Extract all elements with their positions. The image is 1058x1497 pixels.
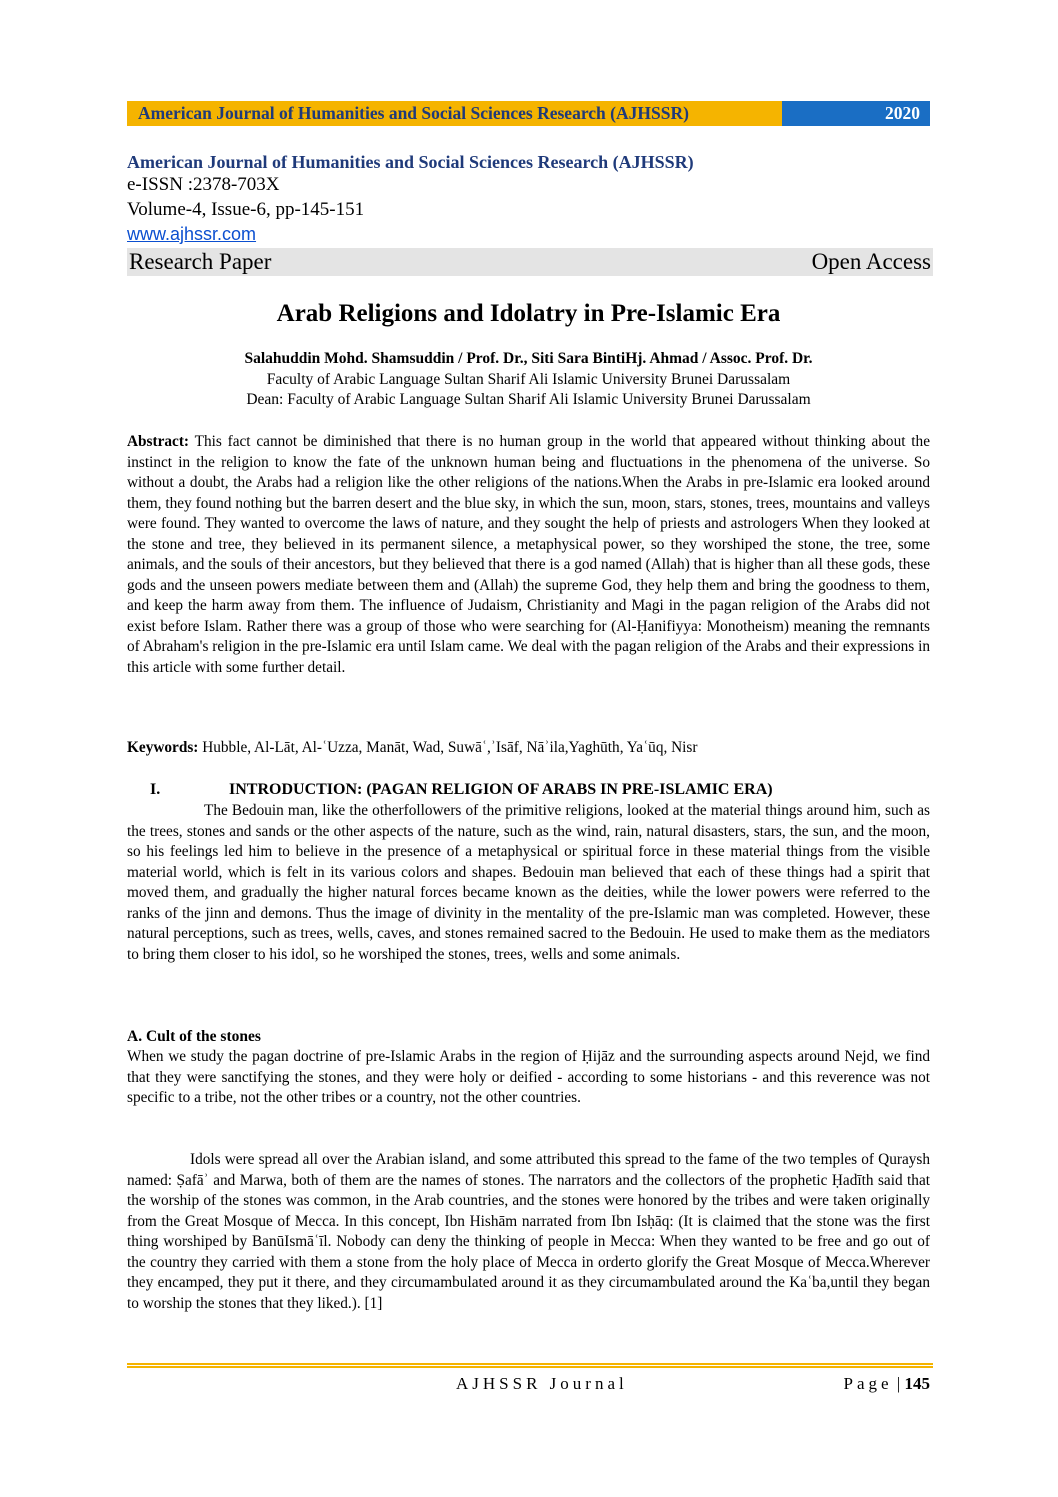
footer-rule-2 [127,1366,933,1368]
running-header [127,101,930,126]
intro-paragraph: The Bedouin man, like the otherfollowers of the primitive religions, looked at the material things around him, such as the trees, stones and sands or the other aspects of the nature, such as the wind, rain, natural disasters, stars, the sun, and the moon, so his feelings led him to believe in the presence of a metaphysical or spiritual force in these material things from the visible material world, which is felt in its various colors and shapes. Bedouin man believed that each of these things had a spirit that moved them, and gradually the higher natural forces became known as the deities, while the lower powers were referred to the ranks of the jinn and demons. Thus the image of divinity in the mentality of the pre-Islamic man was completed. However, these natural perceptions, such as trees, wells, caves, and stones remained sacred to the Bedouin. He used to make them as the mediators to bring them closer to his idol, so he worshiped the stones, trees, wells and some animals. [127,802,930,963]
page-label: Page [843,1374,893,1393]
header-journal-name: American Journal of Humanities and Social Sciences Research (AJHSSR) [127,101,782,126]
website-link[interactable]: www.ajhssr.com [127,224,257,244]
section-title: INTRODUCTION: (PAGAN RELIGION OF ARABS IN PRE-ISLAMIC ERA) [229,781,773,798]
abstract [127,432,930,678]
section-heading [150,780,930,800]
footer-rule [127,1363,933,1365]
volume-issue: Volume-4, Issue-6, pp-145-151 [127,199,365,220]
body-paragraph-1: When we study the pagan doctrine of pre-Islamic Arabs in the region of Ḥijāz and the surrounding aspects around Nejd, we find that they were sanctifying the stones, and they were holy or deified - according to some historians - and this reverence was not specific to a tribe, not the other tribes or a country, not the other countries. [127,1048,930,1106]
page-number: 145 [904,1374,930,1393]
paper-type-bar [127,248,933,276]
issn: e-ISSN :2378-703X [127,174,280,195]
body-paragraph-2: Idols were spread all over the Arabian island, and some attributed this spread to the fame of the two temples of Quraysh named: Ṣafāʾ and Marwa, both of them are the names of stones. The narrators and the collectors of the prophetic Ḥadīth said that the worship of the stones was common, in the Arab countries, and the stones were honored by the tribes and were taken originally from the Great Mosque of Mecca. In this concept, Ibn Hishām narrated from Ibn Isḥāq: (It is claimed that the stone was the first thing worshiped by BanūIsmāʿīl. Nobody can deny the thinking of people in Mecca: When they wanted to be free and go out of the country they carried with them a stone from the holy place of Mecca in orderto glorify the Great Mosque of Mecca.Wherever they encamped, they put it there, and they circumambulated around it as they circumambulated around the Kaʿba,until they began to worship the stones that they liked.). [1] [127,1151,930,1312]
abstract-label: Abstract: [127,433,190,450]
journal-name: American Journal of Humanities and Social Sciences Research (AJHSSR) [127,152,694,172]
footer-journal: AJHSSR Journal [456,1374,628,1393]
paper-type: Research Paper [129,249,272,274]
page-separator: | [892,1374,905,1393]
subsection-heading: A. Cult of the stones [127,1028,261,1045]
keywords [127,738,930,759]
keywords-label: Keywords: [127,739,199,756]
page-number-block [844,1373,930,1395]
access-type: Open Access [811,249,931,274]
article-title: Arab Religions and Idolatry in Pre-Islamic Era [276,300,781,327]
section-number: I. [150,781,161,798]
authors: Salahuddin Mohd. Shamsuddin / Prof. Dr., Siti Sara BintiHj. Ahmad / Assoc. Prof. Dr. [244,350,813,367]
affiliation-2: Dean: Faculty of Arabic Language Sultan Sharif Ali Islamic University Brunei Darussalam [246,391,811,408]
abstract-text: This fact cannot be diminished that there is no human group in the world that appeared without thinking about the instinct in the religion to know the fate of the unknown human being and fluctuations in the phenomena of the universe. So without a doubt, the Arabs had a religion like the other religions of the nations.When the Arabs in pre-Islamic era looked around them, they found nothing but the barren desert and the blue sky, in which the sun, moon, stars, stones, trees, mountains and valleys were found. They wanted to overcome the laws of nature, and they sought the help of priests and astrologers When they looked at the stone and tree, they believed in its permanent silence, a metaphysical power, so they worshiped the stone, the tree, some animals, and the souls of their ancestors, but they believed that there is a god named (Allah) that is higher than all these gods, these gods and the unseen powers mediate between them and (Allah) the supreme God, they help them and bring the goodness to them, and keep the harm away from them. The influence of Judaism, Christianity and Magi in the pagan religion of the Arabs did not exist before Islam. Rather there was a group of those who were searching for (Al-Ḥanifiyya: Monotheism) meaning the remnants of Abraham's religion in the pre-Islamic era until Islam came. We deal with the pagan religion of the Arabs and their expressions in this article with some further detail. [127,433,930,676]
affiliation-1: Faculty of Arabic Language Sultan Sharif Ali Islamic University Brunei Darussalam [266,371,791,388]
header-year: 2020 [782,101,930,126]
keywords-text: Hubble, Al-Lāt, Al-ʿUzza, Manāt, Wad, Suwāʿ,ʾIsāf, Nāʾila,Yaghūth, Yaʿūq, Nisr [198,739,698,756]
